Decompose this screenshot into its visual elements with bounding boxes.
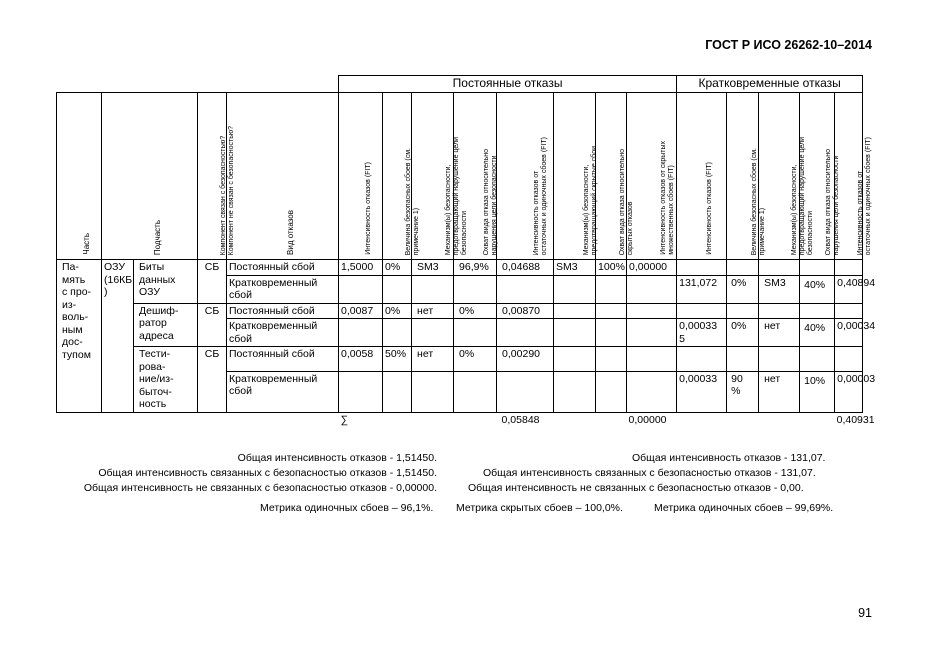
p-fit-value: 0,0087 [339, 303, 383, 319]
col-p-cov [454, 93, 497, 260]
p-cov-value: 96,9% [454, 260, 497, 276]
total-line: Общая интенсивность отказов - 131,07. [632, 452, 826, 464]
t-fit-value: 0,00033 [677, 371, 727, 412]
total-line: Общая интенсивность не связанных с безопасностью отказов - 0,00. [468, 482, 804, 494]
metric-single-transient: Метрика одиночных сбоев – 99,69%. [654, 502, 834, 514]
p-latent-fit-value: 0,00000 [627, 260, 677, 276]
col-part [57, 93, 102, 260]
col-t-fit-label: Интенсивность отказов (FIT) [705, 162, 713, 255]
table-row [57, 347, 863, 372]
col-p-cov-label: Охват вида отказа относительно нарушения цели безопасности [483, 148, 499, 255]
p-mech-value: нет [412, 303, 454, 319]
col-safety-related-label: Компонент связан с безопасностью? Компонент не связан с безопасностью? [220, 125, 235, 255]
col-p-latent-cov-label: Охват вида отказа относительно скрытых отказов [619, 148, 635, 255]
col-p-latent-fit [627, 93, 677, 260]
totals-transient [468, 451, 840, 496]
p-safe-value: 0% [383, 303, 412, 319]
col-p-safe-label: Величина безопасных сбоев (см. примечание 1) [405, 147, 421, 255]
failure-mode: Кратковременный сбой [227, 371, 339, 412]
permanent-faults-header: Постоянные отказы [339, 76, 677, 93]
p-residual-value: 0,00290 [497, 347, 554, 372]
t-residual-value: 0,00034 [835, 319, 863, 347]
col-t-mech-label: Механизм(ы) безопасности, предотвращающий нарушение цели безопасности [791, 136, 815, 255]
t-residual-value: 0,40894 [835, 275, 863, 303]
t-mech-value: нет [759, 319, 800, 347]
group-header-row [57, 76, 863, 93]
failure-mode: Постоянный сбой [227, 260, 339, 276]
col-t-safe-label: Величина безопасных сбоев (см. примечание 1) [750, 147, 766, 255]
p-residual-value: 0,04688 [497, 260, 554, 276]
safety-related-value: СБ [198, 260, 227, 304]
col-p-residual [497, 93, 554, 260]
col-p-safe [383, 93, 421, 260]
t-mech-value: нет [759, 371, 800, 412]
col-t-cov [800, 93, 841, 260]
col-t-safe [727, 93, 766, 260]
t-safe-value: 0% [727, 275, 759, 303]
t-residual-value: 0,00003 [835, 371, 863, 412]
col-p-latent-mech [554, 93, 596, 260]
sum-t-residual: 0,40931 [836, 413, 875, 426]
col-subpart-label: Подчасть [152, 219, 162, 255]
col-t-residual-label: Интенсивность отказов от остаточных и одиночных сбоев (FIT) [856, 136, 872, 255]
sum-row [57, 412, 863, 427]
subpart-name: Дешиф- ратор адреса [134, 303, 198, 347]
p-fit-value: 0,0058 [339, 347, 383, 372]
sum-symbol: ∑ [339, 412, 383, 427]
document-code: ГОСТ Р ИСО 26262-10–2014 [705, 38, 872, 52]
p-latent-cov-value: 100% [596, 260, 627, 276]
p-cov-value: 0% [454, 303, 497, 319]
col-p-latent-fit-label: Интенсивность отказов от скрытых множественных сбоев (FIT) [659, 141, 675, 255]
p-mech-value: SM3 [412, 260, 454, 276]
col-p-fit [339, 93, 383, 260]
failure-mode: Кратковременный сбой [227, 275, 339, 303]
p-mech-value: нет [412, 347, 454, 372]
table-row [57, 260, 863, 276]
sum-p-latent: 0,00000 [627, 412, 677, 427]
safety-related-value: СБ [198, 303, 227, 347]
p-safe-value: 0% [383, 260, 412, 276]
col-safety-related [198, 93, 235, 260]
transient-faults-header: Кратковременные отказы [677, 76, 863, 93]
failure-mode: Постоянный сбой [227, 347, 339, 372]
col-part-label: Часть [82, 233, 91, 255]
t-cov-value: 10% [800, 371, 835, 412]
column-header-row [57, 93, 863, 260]
t-fit-value: 0,00033 5 [677, 319, 727, 347]
metric-single-permanent: Метрика одиночных сбоев – 96,1%. [260, 502, 434, 514]
col-p-residual-label: Интенсивность отказов от остаточных и одиночных сбоев (FIT) [533, 136, 549, 255]
failure-mode: Кратковременный сбой [227, 319, 339, 347]
col-p-latent-cov [596, 93, 635, 260]
t-safe-value: 90 % [727, 371, 759, 412]
subpart-name: Тести- рова- ние/из- быточ- ность [134, 347, 198, 413]
t-mech-value: SM3 [759, 275, 800, 303]
subpart-name: Биты данных ОЗУ [134, 260, 198, 304]
t-cov-value: 40% [800, 319, 835, 347]
col-p-mech [412, 93, 468, 260]
col-failure-mode-label: Вид отказов [285, 210, 295, 255]
p-latent-mech-value: SM3 [554, 260, 596, 276]
p-cov-value: 0% [454, 347, 497, 372]
col-t-residual [835, 93, 872, 260]
t-fit-value: 131,072 [677, 275, 727, 303]
col-t-mech [759, 93, 815, 260]
total-line: Общая интенсивность отказов - 1,51450. [237, 452, 437, 464]
col-p-fit-label: Интенсивность отказов (FIT) [364, 162, 372, 255]
p-safe-value: 50% [383, 347, 412, 372]
metric-latent: Метрика скрытых сбоев – 100,0%. [456, 502, 623, 514]
table-row [57, 303, 863, 319]
p-residual-value: 0,00870 [497, 303, 554, 319]
sum-p-residual: 0,05848 [497, 412, 554, 427]
col-t-cov-label: Охват вида отказа относительно нарушения цели безопасности [825, 148, 841, 255]
fault-metrics-table [56, 75, 876, 427]
t-cov-value: 40% [800, 275, 835, 303]
part-cell: Па- мять с про- из- воль- ным дос- тупом [57, 260, 102, 413]
total-line: Общая интенсивность связанных с безопасностью отказов - 1,51450. [98, 467, 437, 479]
col-p-mech-label: Механизм(ы) безопасности, предотвращающий нарушение цели безопасности [444, 136, 468, 255]
total-line: Общая интенсивность связанных с безопасностью отказов - 131,07. [483, 467, 816, 479]
col-p-latent-mech-label: Механизм(ы) безопасности, предотвращающий скрытые сбои [582, 145, 598, 255]
failure-mode: Постоянный сбой [227, 303, 339, 319]
page-number: 91 [858, 606, 872, 620]
total-line: Общая интенсивность не связанных с безопасностью отказов - 0,00000. [83, 482, 437, 494]
t-safe-value: 0% [727, 319, 759, 347]
col-subpart [102, 93, 198, 260]
col-t-fit [677, 93, 727, 260]
memory-cell: ОЗУ (16КБ ) [102, 260, 134, 413]
totals-permanent [40, 451, 437, 496]
safety-related-value: СБ [198, 347, 227, 413]
col-failure-mode [227, 93, 339, 260]
p-fit-value: 1,5000 [339, 260, 383, 276]
